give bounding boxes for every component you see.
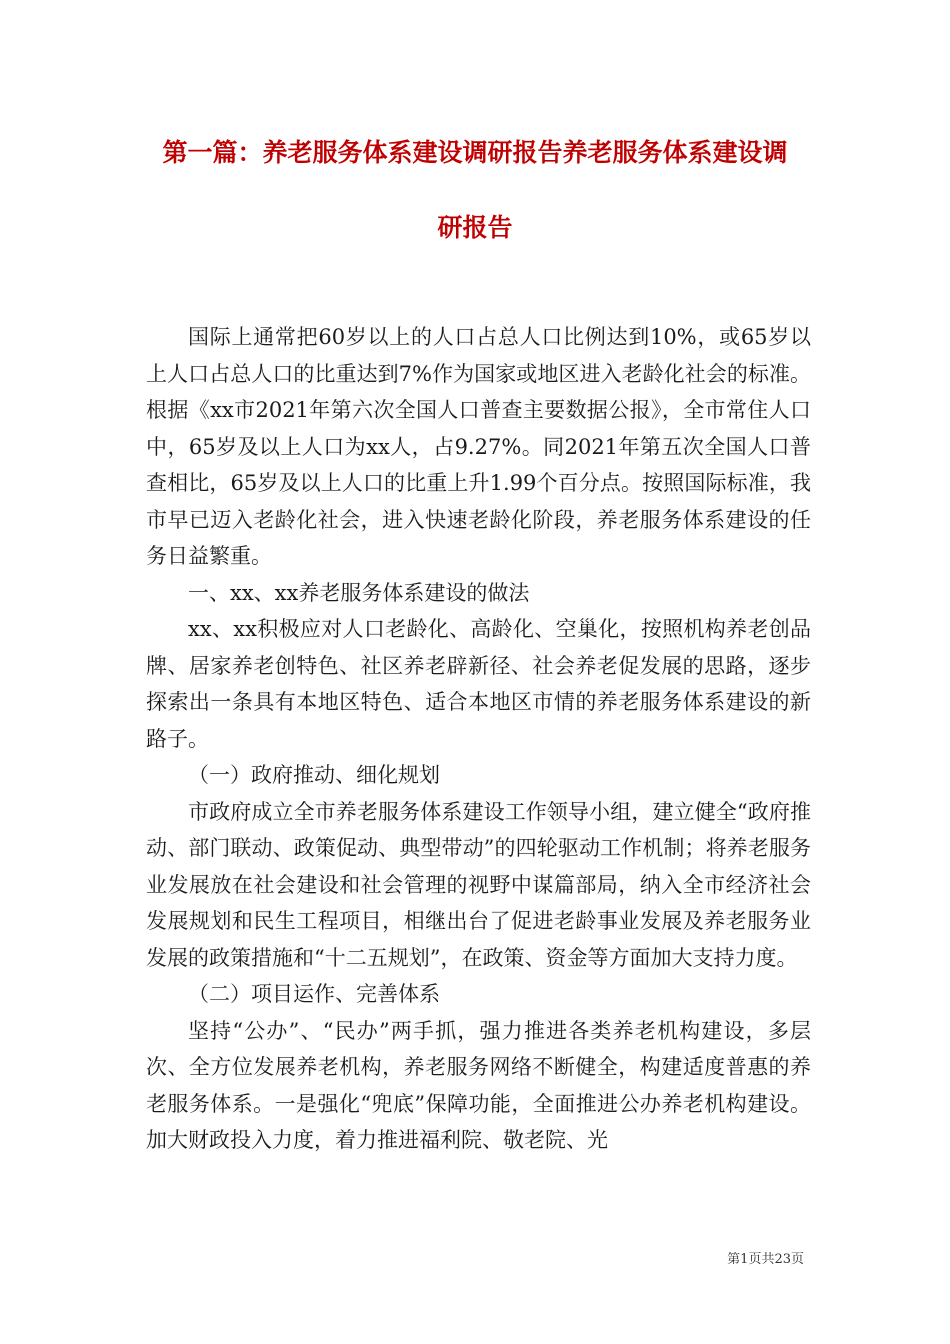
page-number: 第1页共23页 [727,1252,804,1267]
paragraph-intro: 国际上通常把60岁以上的人口占总人口比例达到10%，或65岁以上人口占总人口的比重达到7%作为国家或地区进入老龄化社会的标准。根据《xx市2021年第六次全国人口普查主要数据公报》，全市常住人口中，65岁及以上人口为xx人，占9.27%。同2021年第五次全国人口普查相比，65岁及以上人口的比重上升1.99个百分点。按照国际标准，我市早已迈入老龄化社会，进入快速老龄化阶段，养老服务体系建设的任务日益繁重。 [146,325,811,568]
document-title-line-2: 研报告 [437,213,513,242]
subheading-2: （二）项目运作、完善体系 [188,982,440,1006]
paragraph-government: 市政府成立全市养老服务体系建设工作领导小组，建立健全“政府推动、部门联动、政策促动、典型带动”的四轮驱动工作机制；将养老服务业发展放在社会建设和社会管理的视野中谋篇部局，纳入全市经济社会发展规划和民生工程项目，相继出台了促进老龄事业发展及养老服务业发展的政策措施和“十二五规划”，在政策、资金等方面加大支持力度。 [146,799,811,970]
paragraph-projects: 坚持“公办”、“民办”两手抓，强力推进各类养老机构建设，多层次、全方位发展养老机构，养老服务网络不断健全，构建适度普惠的养老服务体系。一是强化“兜底”保障功能，全面推进公办养老机构建设。加大财政投入力度，着力推进福利院、敬老院、光 [146,1018,811,1152]
document-title-line-1: 第一篇：养老服务体系建设调研报告养老服务体系建设调 [162,138,788,167]
section-heading-1: 一、xx、xx养老服务体系建设的做法 [188,580,530,605]
paragraph-approach: xx、xx积极应对人口老龄化、高龄化、空巢化，按照机构养老创品牌、居家养老创特色、社区养老辟新径、社会养老促发展的思路，逐步探索出一条具有本地区特色、适合本地区市情的养老服务体系建设的新路子。 [146,617,811,751]
subheading-1: （一）政府推动、细化规划 [188,763,440,787]
document-body [146,319,811,1159]
